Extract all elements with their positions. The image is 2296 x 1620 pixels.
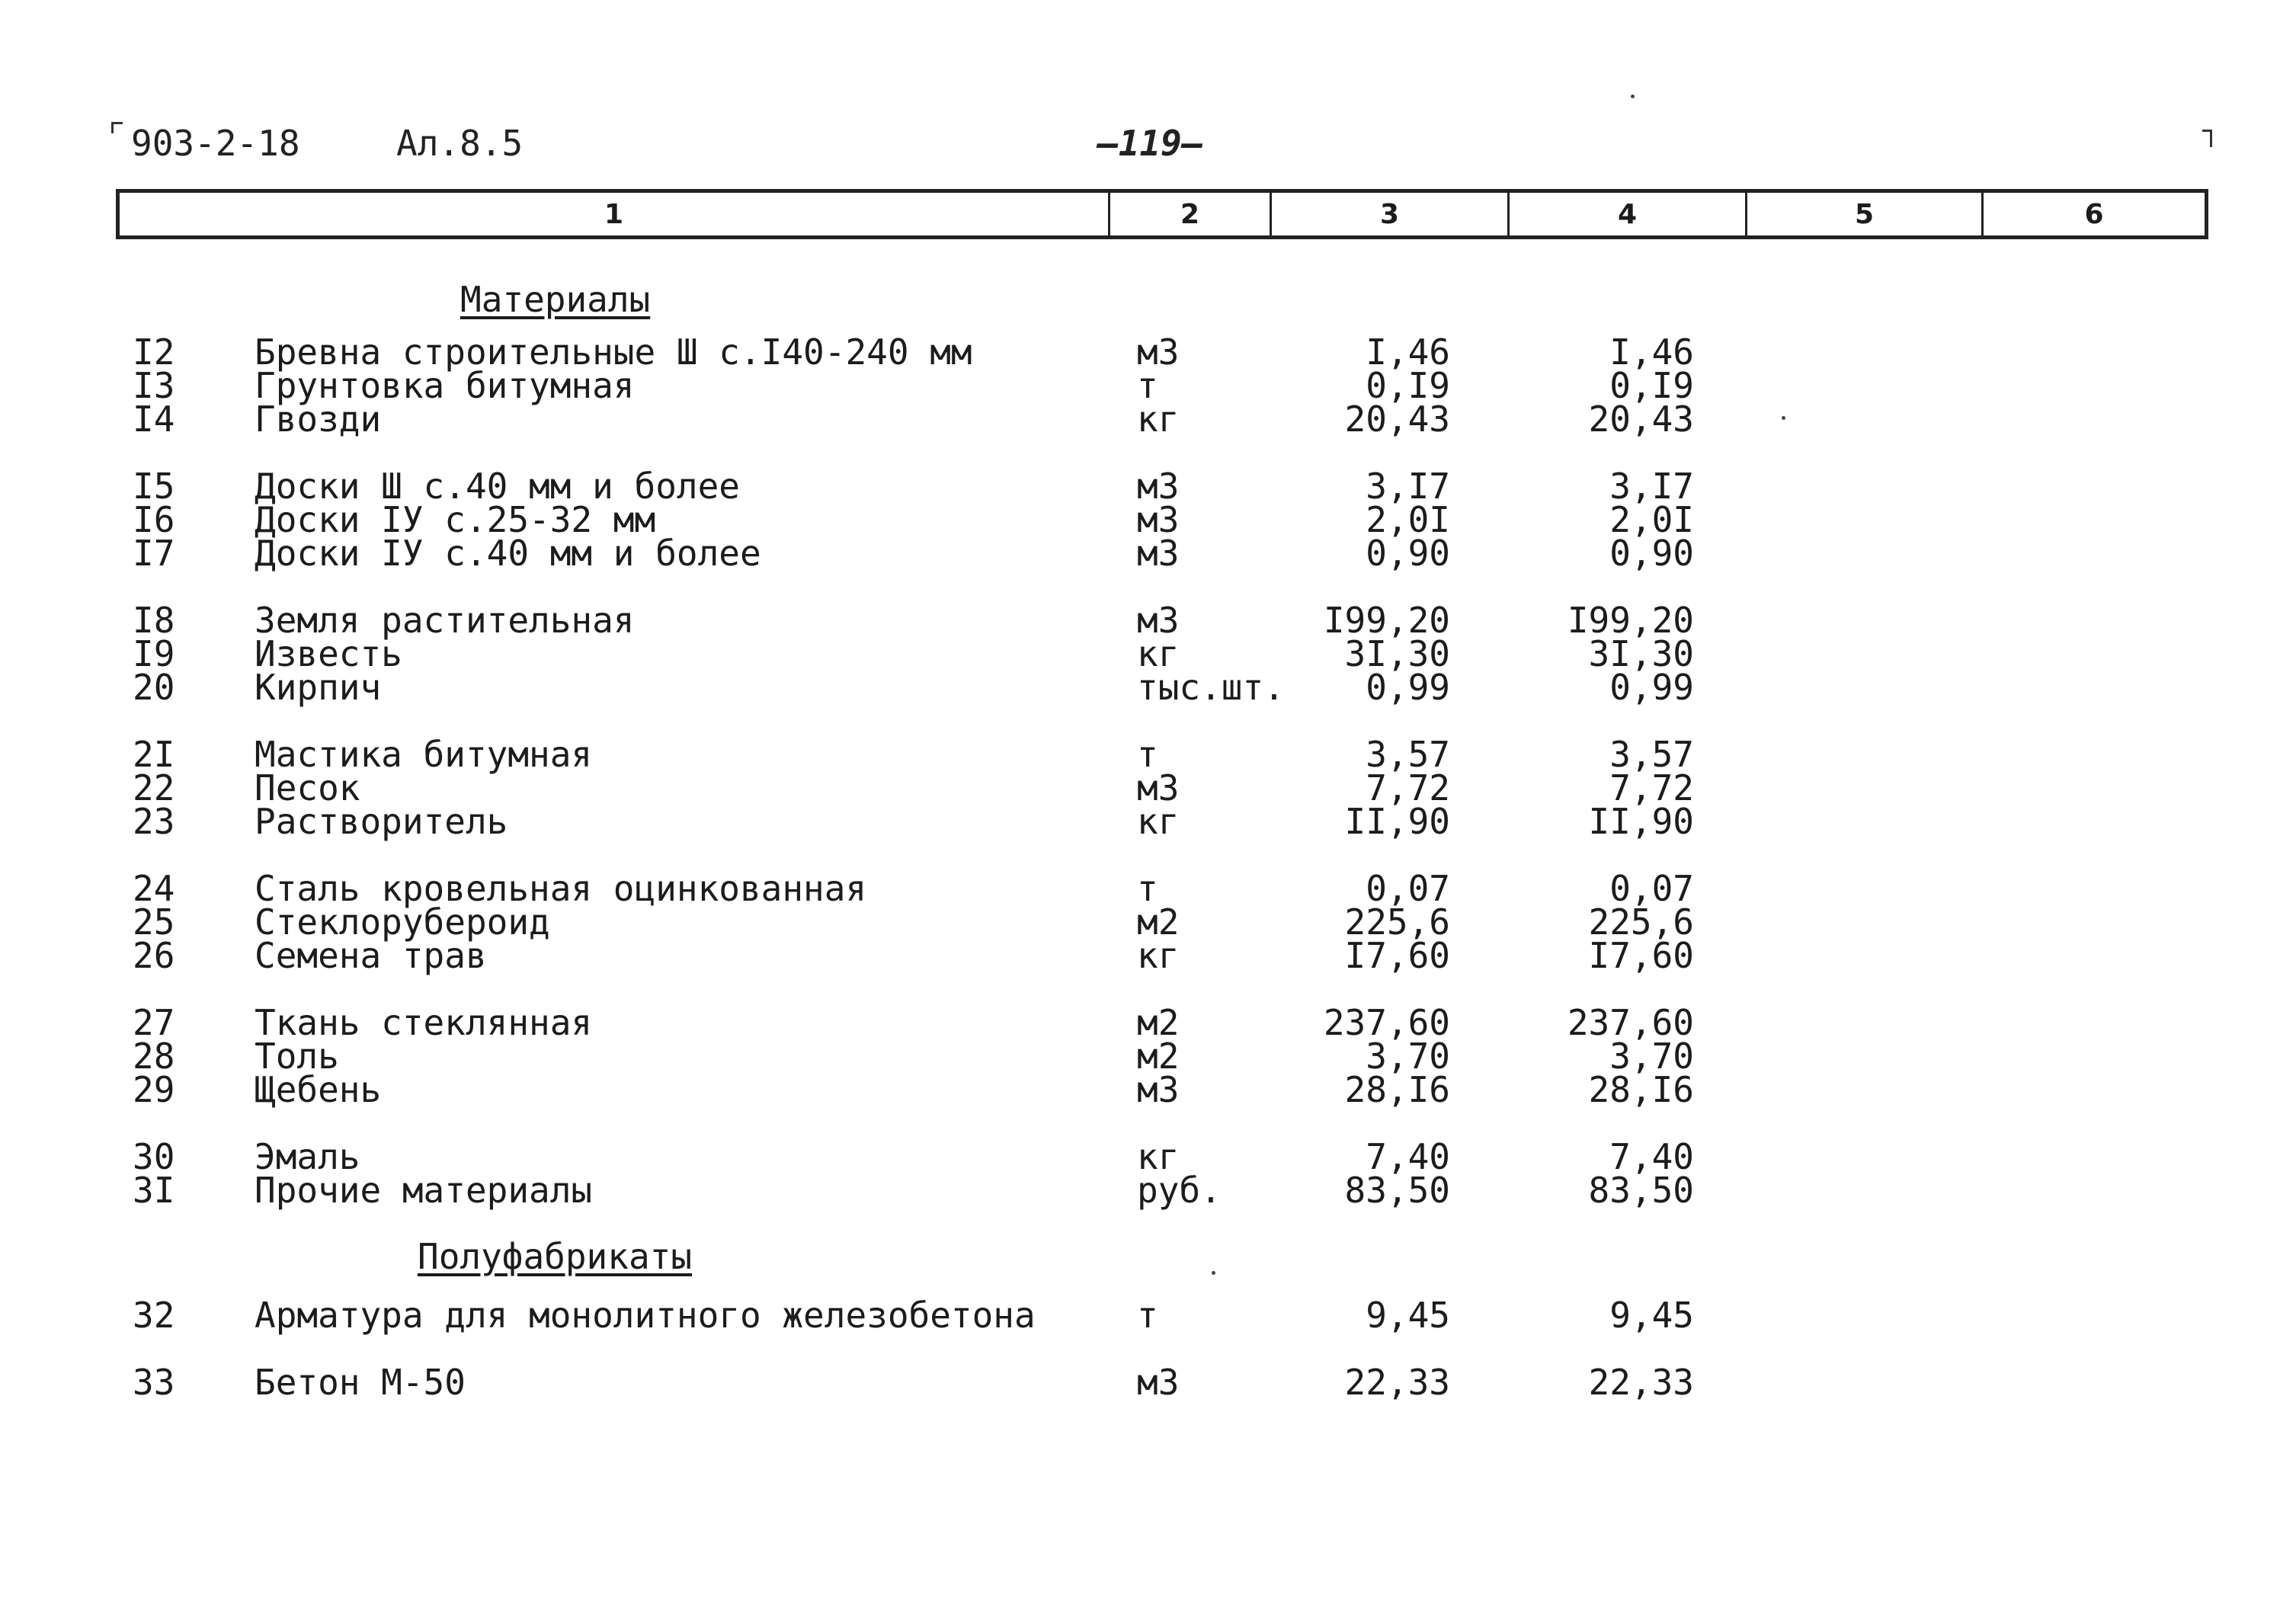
quantity-col4: 28,I6 <box>1588 1069 1694 1110</box>
table-row <box>0 1295 2296 1336</box>
material-name: Бетон М-50 <box>255 1362 466 1403</box>
row-number: I6 <box>133 499 175 540</box>
corner-mark-top-left <box>111 122 123 133</box>
column-header-2: 2 <box>1110 193 1272 235</box>
quantity-col4: I,46 <box>1609 331 1694 373</box>
scan-speck <box>1212 1271 1215 1275</box>
quantity-col4: 0,99 <box>1609 667 1694 708</box>
unit-of-measure: кг <box>1137 801 1180 842</box>
quantity-col3: 7,72 <box>1366 767 1450 808</box>
material-name: Семена трав <box>255 935 487 976</box>
material-name: Песок <box>255 767 360 808</box>
material-name: Доски IУ с.25-32 мм <box>255 499 656 540</box>
quantity-col3: 2,0I <box>1366 499 1450 540</box>
table-row <box>0 499 2296 540</box>
column-header-6: 6 <box>2084 198 2104 230</box>
material-name: Арматура для монолитного железобетона <box>255 1295 1036 1336</box>
table-row <box>0 767 2296 808</box>
column-header-3: 3 <box>1272 193 1510 235</box>
quantity-col3: 0,90 <box>1366 533 1450 574</box>
unit-of-measure: м3 <box>1137 1069 1180 1110</box>
table-row <box>0 331 2296 373</box>
unit-of-measure: кг <box>1137 399 1180 440</box>
quantity-col4: II,90 <box>1588 801 1694 842</box>
column-header-5: 5 <box>1747 193 1984 235</box>
table-row <box>0 399 2296 440</box>
quantity-col4: 237,60 <box>1567 1002 1694 1043</box>
row-number: 22 <box>133 767 175 808</box>
row-number: I8 <box>133 600 175 641</box>
row-number: 33 <box>133 1362 175 1403</box>
quantity-col3: 22,33 <box>1344 1362 1450 1403</box>
table-row <box>0 466 2296 507</box>
table-row <box>0 868 2296 909</box>
unit-of-measure: м3 <box>1137 1362 1180 1403</box>
row-number: I9 <box>133 633 175 674</box>
unit-of-measure: м3 <box>1137 767 1180 808</box>
quantity-col3: 28,I6 <box>1344 1069 1450 1110</box>
unit-of-measure: м2 <box>1137 901 1180 943</box>
section-title-semi-products: Полуфабрикаты <box>418 1236 693 1277</box>
material-name: Бревна строительные Ш с.I40-240 мм <box>255 331 972 373</box>
unit-of-measure: м3 <box>1137 600 1180 641</box>
row-number: I3 <box>133 365 175 406</box>
column-header-bar <box>116 189 2208 239</box>
quantity-col4: 9,45 <box>1609 1295 1694 1336</box>
row-number: 2I <box>133 734 175 775</box>
table-row <box>0 1069 2296 1110</box>
table-row <box>0 633 2296 674</box>
unit-of-measure: м3 <box>1137 331 1180 373</box>
unit-of-measure: кг <box>1137 935 1180 976</box>
quantity-col4: 20,43 <box>1588 399 1694 440</box>
table-row <box>0 1136 2296 1177</box>
quantity-col4: 7,40 <box>1609 1136 1694 1177</box>
material-name: Эмаль <box>255 1136 360 1177</box>
unit-of-measure: м2 <box>1137 1002 1180 1043</box>
unit-of-measure: тыс.шт. <box>1137 667 1285 708</box>
quantity-col3: II,90 <box>1344 801 1450 842</box>
quantity-col3: 3,I7 <box>1366 466 1450 507</box>
quantity-col4: 2,0I <box>1609 499 1694 540</box>
row-number: 3I <box>133 1170 175 1211</box>
corner-mark-top-right <box>2202 130 2212 147</box>
material-name: Доски Ш с.40 мм и более <box>255 466 740 507</box>
table-row <box>0 600 2296 641</box>
scan-speck <box>1782 416 1785 420</box>
table-row <box>0 901 2296 943</box>
quantity-col4: 3,I7 <box>1609 466 1694 507</box>
material-name: Растворитель <box>255 801 508 842</box>
unit-of-measure: т <box>1137 734 1158 775</box>
quantity-col3: 3I,30 <box>1344 633 1450 674</box>
quantity-col4: 3I,30 <box>1588 633 1694 674</box>
unit-of-measure: т <box>1137 868 1158 909</box>
row-number: 24 <box>133 868 175 909</box>
quantity-col4: 83,50 <box>1588 1170 1694 1211</box>
row-number: 29 <box>133 1069 175 1110</box>
quantity-col3: 3,57 <box>1366 734 1450 775</box>
quantity-col3: 0,99 <box>1366 667 1450 708</box>
quantity-col4: 0,07 <box>1609 868 1694 909</box>
material-name: Мастика битумная <box>255 734 593 775</box>
table-row <box>0 1362 2296 1403</box>
quantity-col3: 83,50 <box>1344 1170 1450 1211</box>
unit-of-measure: руб. <box>1137 1170 1222 1211</box>
material-name: Сталь кровельная оцинкованная <box>255 868 867 909</box>
row-number: 30 <box>133 1136 175 1177</box>
column-header-1: 1 <box>120 193 1110 235</box>
quantity-col3: 9,45 <box>1366 1295 1450 1336</box>
unit-of-measure: кг <box>1137 1136 1180 1177</box>
column-header-4: 4 <box>1510 193 1747 235</box>
row-number: 26 <box>133 935 175 976</box>
row-number: I2 <box>133 331 175 373</box>
quantity-col4: 225,6 <box>1588 901 1694 943</box>
material-name: Доски IУ с.40 мм и более <box>255 533 761 574</box>
row-number: 25 <box>133 901 175 943</box>
row-number: 27 <box>133 1002 175 1043</box>
material-name: Толь <box>255 1036 339 1077</box>
table-row <box>0 667 2296 708</box>
scan-speck <box>1631 94 1635 98</box>
material-name: Ткань стеклянная <box>255 1002 593 1043</box>
table-row <box>0 935 2296 976</box>
material-name: Грунтовка битумная <box>255 365 635 406</box>
quantity-col3: 0,07 <box>1366 868 1450 909</box>
section-title-materials: Материалы <box>460 279 651 320</box>
unit-of-measure: т <box>1137 365 1158 406</box>
unit-of-measure: т <box>1137 1295 1158 1336</box>
page-number: —119— <box>1097 123 1203 164</box>
quantity-col4: 3,57 <box>1609 734 1694 775</box>
row-number: I4 <box>133 399 175 440</box>
unit-of-measure: кг <box>1137 633 1180 674</box>
table-row <box>0 1036 2296 1077</box>
material-name: Прочие материалы <box>255 1170 593 1211</box>
quantity-col3: I99,20 <box>1323 600 1450 641</box>
table-row <box>0 1170 2296 1211</box>
row-number: I7 <box>133 533 175 574</box>
quantity-col3: 7,40 <box>1366 1136 1450 1177</box>
quantity-col3: 3,70 <box>1366 1036 1450 1077</box>
row-number: 20 <box>133 667 175 708</box>
table-row <box>0 365 2296 406</box>
table-row <box>0 1002 2296 1043</box>
unit-of-measure: м3 <box>1137 533 1180 574</box>
quantity-col4: 0,90 <box>1609 533 1694 574</box>
material-name: Кирпич <box>255 667 382 708</box>
quantity-col4: 7,72 <box>1609 767 1694 808</box>
row-number: I5 <box>133 466 175 507</box>
sheet-label: Ал.8.5 <box>396 123 524 164</box>
document-code: 903-2-18 <box>131 123 300 164</box>
material-name: Земля растительная <box>255 600 635 641</box>
material-name: Стеклорубероид <box>255 901 550 943</box>
quantity-col3: 237,60 <box>1323 1002 1450 1043</box>
unit-of-measure: м2 <box>1137 1036 1180 1077</box>
quantity-col4: 22,33 <box>1588 1362 1694 1403</box>
material-name: Известь <box>255 633 402 674</box>
row-number: 23 <box>133 801 175 842</box>
quantity-col3: 20,43 <box>1344 399 1450 440</box>
table-row <box>0 734 2296 775</box>
unit-of-measure: м3 <box>1137 499 1180 540</box>
quantity-col3: 225,6 <box>1344 901 1450 943</box>
quantity-col4: 0,I9 <box>1609 365 1694 406</box>
row-number: 28 <box>133 1036 175 1077</box>
unit-of-measure: м3 <box>1137 466 1180 507</box>
row-number: 32 <box>133 1295 175 1336</box>
quantity-col3: 0,I9 <box>1366 365 1450 406</box>
table-row <box>0 533 2296 574</box>
table-row <box>0 801 2296 842</box>
quantity-col4: 3,70 <box>1609 1036 1694 1077</box>
material-name: Щебень <box>255 1069 382 1110</box>
material-name: Гвозди <box>255 399 382 440</box>
quantity-col3: I7,60 <box>1344 935 1450 976</box>
quantity-col4: I7,60 <box>1588 935 1694 976</box>
quantity-col4: I99,20 <box>1567 600 1694 641</box>
quantity-col3: I,46 <box>1366 331 1450 373</box>
